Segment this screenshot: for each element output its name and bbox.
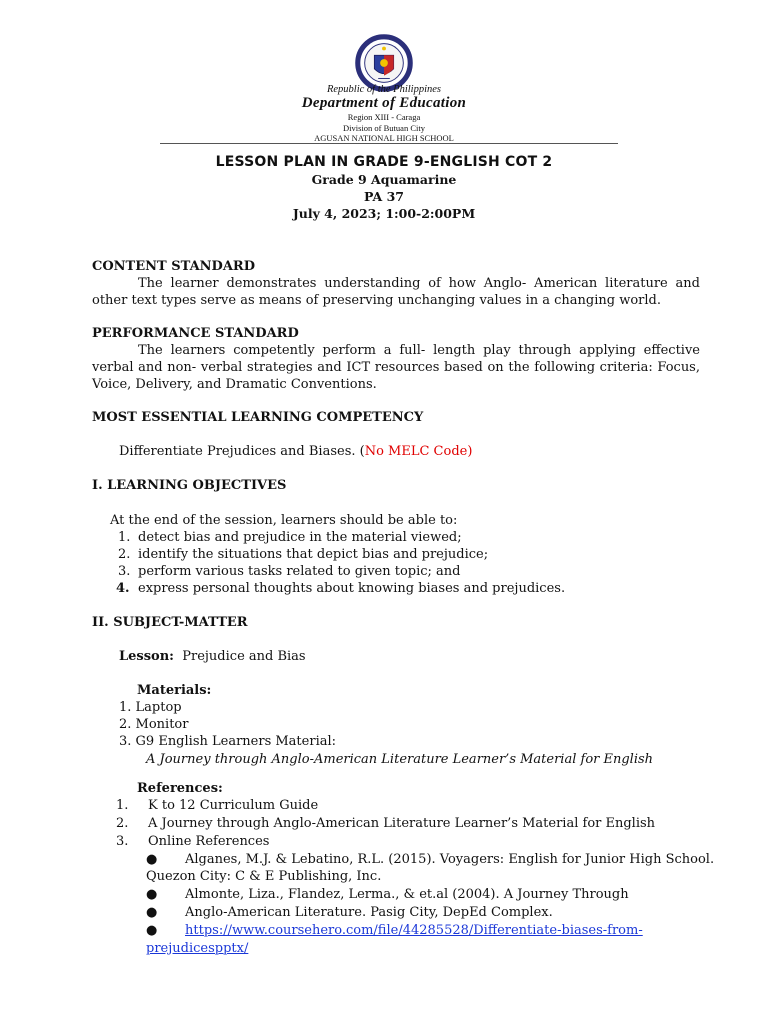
page-title: LESSON PLAN IN GRADE 9-ENGLISH COT 2: [215, 154, 553, 170]
bullet-icon: ●: [146, 905, 158, 920]
online-reference-text: Quezon City: C & E Publishing, Inc.: [146, 869, 382, 884]
reference-number: 1.: [116, 798, 129, 813]
department-name: Department of Education: [301, 95, 467, 111]
division-line: Division of Butuan City: [343, 123, 425, 133]
materials-heading: Materials:: [137, 683, 212, 698]
bullet-icon: ●: [146, 852, 158, 867]
online-reference-text: Alganes, M.J. & Lebatino, R.L. (2015). Voyagers: English for Junior High School.: [185, 852, 715, 867]
references-heading: References:: [137, 781, 223, 796]
material-item: 2. Monitor: [119, 717, 189, 732]
objectives-heading: I. LEARNING OBJECTIVES: [92, 478, 287, 493]
melc-heading: MOST ESSENTIAL LEARNING COMPETENCY: [92, 410, 424, 425]
objective-number: 1.: [118, 530, 131, 545]
grade-section: Grade 9 Aquamarine: [311, 172, 457, 187]
objective-item: detect bias and prejudice in the material viewed;: [138, 530, 462, 545]
online-reference-text: Anglo-American Literature. Pasig City, DepEd Complex.: [185, 905, 553, 920]
reference-link[interactable]: prejudicespptx/: [146, 941, 249, 956]
lesson-line: [119, 648, 306, 665]
melc-text: [119, 443, 472, 460]
lesson-date: July 4, 2023; 1:00-2:00PM: [292, 206, 476, 221]
objective-number: 2.: [118, 547, 131, 562]
performance-standard-heading: PERFORMANCE STANDARD: [92, 326, 299, 341]
objective-item: identify the situations that depict bias and prejudice;: [138, 547, 489, 562]
reference-item: K to 12 Curriculum Guide: [148, 798, 319, 813]
objective-item: express personal thoughts about knowing biases and prejudices.: [138, 581, 566, 596]
reference-number: 3.: [116, 834, 129, 849]
objective-number: 4.: [116, 581, 130, 596]
subject-matter-heading: II. SUBJECT-MATTER: [92, 615, 248, 630]
reference-item: Online References: [148, 834, 270, 849]
objective-number: 3.: [118, 564, 131, 579]
header-divider: [160, 143, 618, 144]
content-standard-text: The learner demonstrates understanding of how Anglo- American literature and other text types serve as means of preserving unchanging values in a changing world.: [92, 276, 700, 308]
performance-standard-text: The learners competently perform a full- length play through applying effective verbal and non- verbal strategies and ICT resources based on the following criteria: Focus, Voice, Delivery, and Dramatic Conventions.: [92, 343, 700, 392]
bullet-icon: ●: [146, 923, 158, 938]
material-item: 1. Laptop: [119, 700, 182, 715]
school-line: AGUSAN NATIONAL HIGH SCHOOL: [314, 133, 454, 143]
lesson-label: Lesson:: [119, 649, 174, 664]
objectives-intro: At the end of the session, learners should be able to:: [110, 513, 458, 528]
materials-title: A Journey through Anglo-American Literature Learner’s Material for English: [146, 752, 654, 767]
online-reference-text: Almonte, Liza., Flandez, Lerma., & et.al (2004). A Journey Through: [185, 887, 629, 902]
pa-number: PA 37: [364, 189, 404, 204]
material-item: 3. G9 English Learners Material:: [119, 734, 337, 749]
melc-competency: Differentiate Prejudices and Biases. (: [119, 444, 365, 459]
reference-number: 2.: [116, 816, 129, 831]
reference-link[interactable]: https://www.coursehero.com/file/44285528/Differentiate-biases-from-: [185, 923, 643, 938]
region-line: Region XIII - Caraga: [347, 112, 421, 122]
reference-item: A Journey through Anglo-American Literature Learner’s Material for English: [148, 816, 656, 831]
bullet-icon: ●: [146, 887, 158, 902]
content-standard-heading: CONTENT STANDARD: [92, 259, 255, 274]
lesson-topic: Prejudice and Bias: [182, 649, 306, 664]
objective-item: perform various tasks related to given topic; and: [138, 564, 461, 579]
melc-code: No MELC Code): [364, 444, 473, 459]
republic-line: Republic of the Philippines: [326, 84, 442, 95]
